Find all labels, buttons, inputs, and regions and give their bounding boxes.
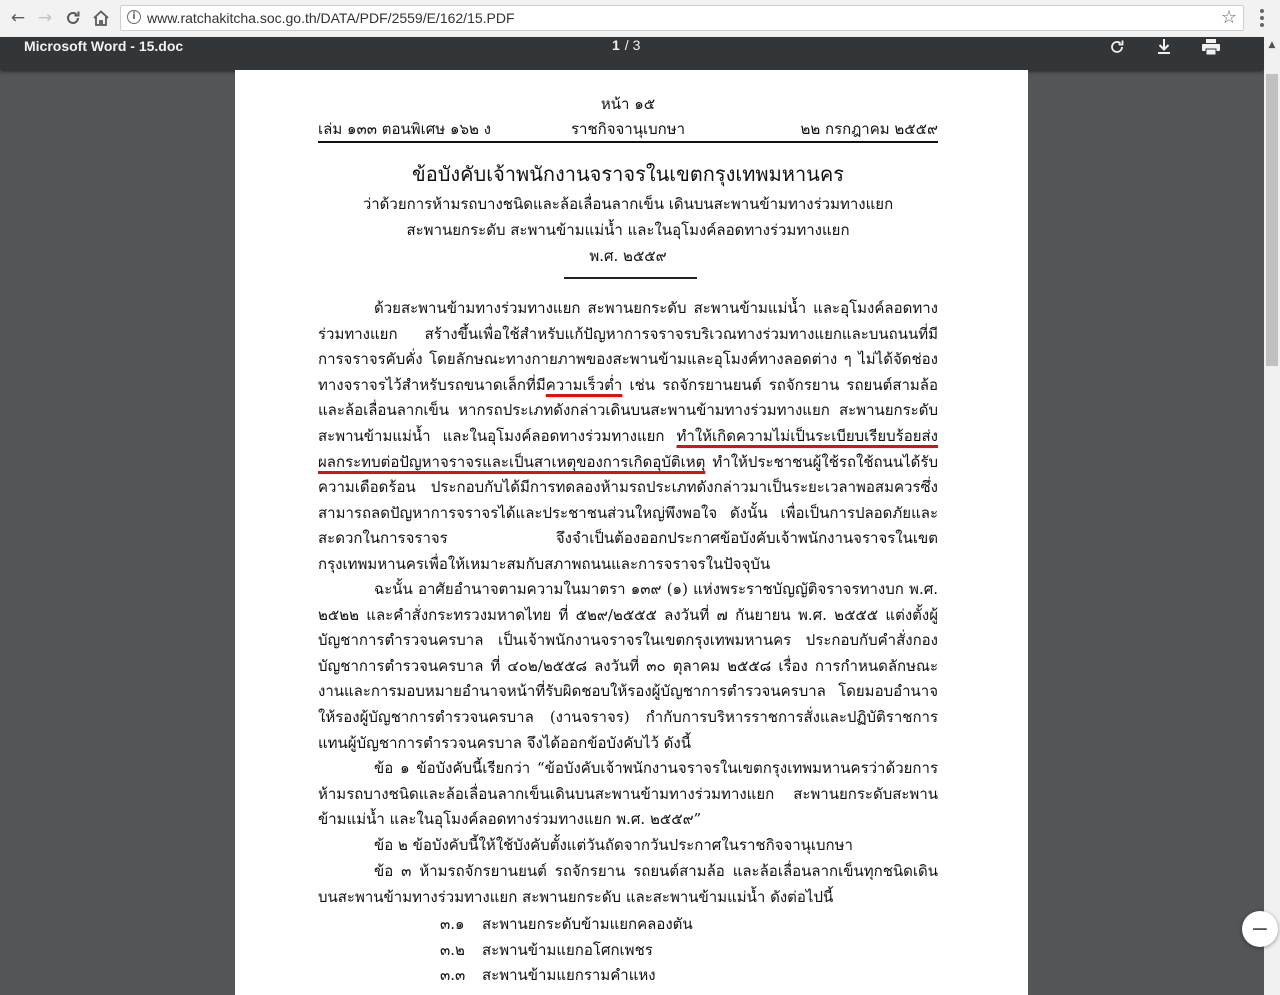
scroll-up-arrow-icon[interactable]: ▲ (1268, 40, 1276, 50)
scrollbar-thumb[interactable] (1266, 74, 1278, 366)
regulation-title: ข้อบังคับเจ้าพนักงานจราจรในเขตกรุงเทพมหานคร (412, 162, 844, 186)
pdf-page (235, 70, 1028, 995)
clause-1 (318, 756, 938, 833)
current-page[interactable]: 1 (612, 37, 620, 53)
minus-icon: − (1250, 916, 1270, 942)
regulation-subtitle-line1: ว่าด้วยการห้ามรถบางชนิดและล้อเลื่อนลากเข็น เดินบนสะพานข้ามทางร่วมทางแยก (362, 195, 894, 213)
highlight-disorder-accidents: ทำให้เกิดความไม่เป็นระเบียบเรียบร้อยส่งผลกระทบต่อปัญหาจราจรและเป็นสาเหตุของการเกิดอุบัติเหตุ (318, 426, 938, 471)
header-date: ๒๒ กรกฎาคม ๒๕๕๙ (800, 120, 938, 138)
clause-3 (318, 859, 938, 910)
header-gazette: ราชกิจจานุเบกษา (570, 120, 686, 138)
download-icon[interactable] (1152, 37, 1176, 57)
page-indicator (612, 37, 640, 53)
bookmark-star-icon[interactable]: ☆ (1220, 7, 1237, 28)
forward-arrow-icon[interactable]: → (37, 8, 53, 28)
preamble-text-3: ทำให้ประชาชนผู้ใช้รถใช้ถนนได้รับความเดือดร้อน ประกอบกับได้มีการทดลองห้ามรถประเภทดังกล่าวมาเป็นระยะเวลาพอสมควรซึ่งสามารถลดปัญหาการจราจรได้และประชาชนส่วนใหญ่พึงพอใจ ดังนั้น เพื่อเป็นการปลอดภัยและสะดวกในการจราจร จึงจำเป็นต้องออกประกาศข้อบังคับเจ้าพนักงานจราจรในเขตกรุงเทพมหานครเพื่อให้เหมาะสมกับสภาพถนนและการจราจรในปัจจุบัน (318, 452, 938, 573)
total-pages: 3 (632, 37, 641, 53)
regulation-year: พ.ศ. ๒๕๕๙ (589, 247, 667, 265)
regulation-subtitle-line2: สะพานยกระดับ สะพานข้ามแม่น้ำ และในอุโมงค์ลอดทางร่วมทางแยก (406, 221, 850, 239)
browser-menu-icon[interactable] (1252, 6, 1272, 30)
preamble-paragraph (318, 296, 938, 578)
preamble-text-1: ด้วยสะพานข้ามทางร่วมทางแยก สะพานยกระดับ สะพานข้ามแม่น้ำ และอุโมงค์ลอดทางร่วมทางแยก สร้างขึ้นเพื่อใช้สำหรับแก้ปัญหาการจราจรบริเวณทางร่วมทางแยกและบนถนนที่มีการจราจรคับคั่ง โดยลักษณะทางกายภาพของสะพานข้ามและอุโมงค์ทางลอดต่าง ๆ ไม่ได้จัดช่องทางจราจรไว้สำหรับรถขนาดเล็กที่มี (318, 299, 938, 394)
home-icon[interactable] (89, 6, 113, 30)
document-title: Microsoft Word - 15.doc (24, 38, 184, 54)
authority-text: ฉะนั้น อาศัยอำนาจตามความในมาตรา ๑๓๙ (๑) แห่งพระราชบัญญัติจราจรทางบก พ.ศ. ๒๕๒๒ และคำสั่งกระทรวงมหาดไทย ที่ ๕๒๙/๒๕๕๕ ลงวันที่ ๗ กันยายน พ.ศ. ๒๕๕๕ แต่งตั้งผู้บัญชาการตำรวจนครบาล เป็นเจ้าพนักงานจราจรในเขตกรุงเทพมหานคร ประกอบกับคำสั่งกองบัญชาการตำรวจนครบาล ที่ ๔๐๒/๒๕๕๘ ลงวันที่ ๓๐ ตุลาคม ๒๕๕๘ เรื่อง การกำหนดลักษณะงานและการมอบหมายอำนาจหน้าที่รับผิดชอบให้รองผู้บัญชาการตำรวจนครบาล โดยมอบอำนาจให้รองผู้บัญชาการตำรวจนครบาล (งานจราจร) กำกับการบริหารราชการสั่งและปฏิบัติราชการแทนผู้บัญชาการตำรวจนครบาล จึงได้ออกข้อบังคับไว้ ดังนี้ (318, 580, 938, 752)
list-item-number: ๓.๑ (440, 915, 465, 933)
url-text[interactable]: www.ratchakitcha.soc.go.th/DATA/PDF/2559/E/162/15.PDF (147, 10, 515, 26)
header-page-number: หน้า ๑๕ (600, 95, 656, 113)
clause-1-text: ข้อ ๑ ข้อบังคับนี้เรียกว่า “ข้อบังคับเจ้าพนักงานจราจรในเขตกรุงเทพมหานครว่าด้วยการห้ามรถบางชนิดและล้อเลื่อนลากเข็นเดินบนสะพานข้ามทางร่วมทางแยก สะพานยกระดับสะพานข้ามแม่น้ำ และในอุโมงค์ลอดทางร่วมทางแยก พ.ศ. ๒๕๕๙” (318, 759, 938, 829)
list-item-number: ๓.๒ (440, 941, 465, 959)
page-separator: / (624, 37, 629, 53)
reload-icon[interactable] (61, 6, 85, 30)
clause-2 (318, 833, 938, 859)
rotate-icon[interactable] (1105, 37, 1129, 57)
zoom-out-button[interactable] (1242, 911, 1278, 947)
header-volume: เล่ม ๑๓๓ ตอนพิเศษ ๑๖๒ ง (318, 120, 491, 138)
print-icon[interactable] (1199, 37, 1223, 57)
vertical-scrollbar[interactable] (1264, 37, 1280, 995)
header-rule (318, 141, 938, 143)
list-item-text: สะพานข้ามแยกรามคำแหง (482, 966, 656, 984)
site-info-icon[interactable]: i (127, 10, 141, 24)
list-item-text: สะพานข้ามแยกอโศกเพชร (482, 941, 653, 959)
clause-3-text: ข้อ ๓ ห้ามรถจักรยานยนต์ รถจักรยาน รถยนต์สามล้อ และล้อเลื่อนลากเข็นทุกชนิดเดินบนสะพานข้ามทางร่วมทางแยก สะพานยกระดับ และสะพานข้ามแม่น้ำ ดังต่อไปนี้ (318, 862, 938, 906)
list-item-number: ๓.๓ (440, 966, 466, 984)
header-row (318, 117, 938, 139)
clause-2-text: ข้อ ๒ ข้อบังคับนี้ให้ใช้บังคับตั้งแต่วันถัดจากวันประกาศในราชกิจจานุเบกษา (374, 836, 853, 854)
authority-paragraph (318, 577, 938, 756)
pdf-toolbar (0, 37, 1264, 70)
address-bar[interactable] (120, 5, 1244, 31)
list-item-text: สะพานยกระดับข้ามแยกคลองตัน (482, 915, 693, 933)
back-arrow-icon[interactable]: ← (10, 8, 26, 28)
title-divider (564, 277, 697, 279)
preamble-text-2: เช่น รถจักรยานยนต์ รถจักรยาน รถยนต์สามล้อและล้อเลื่อนลากเข็น หากรถประเภทดังกล่าวเดินบนสะพานข้ามทางร่วมทางแยก สะพานยกระดับสะพานข้ามแม่น้ำ และในอุโมงค์ลอดทางร่วมทางแยก (318, 375, 938, 445)
highlight-low-speed: ความเร็วต่ำ (545, 375, 623, 394)
browser-toolbar (0, 0, 1280, 38)
